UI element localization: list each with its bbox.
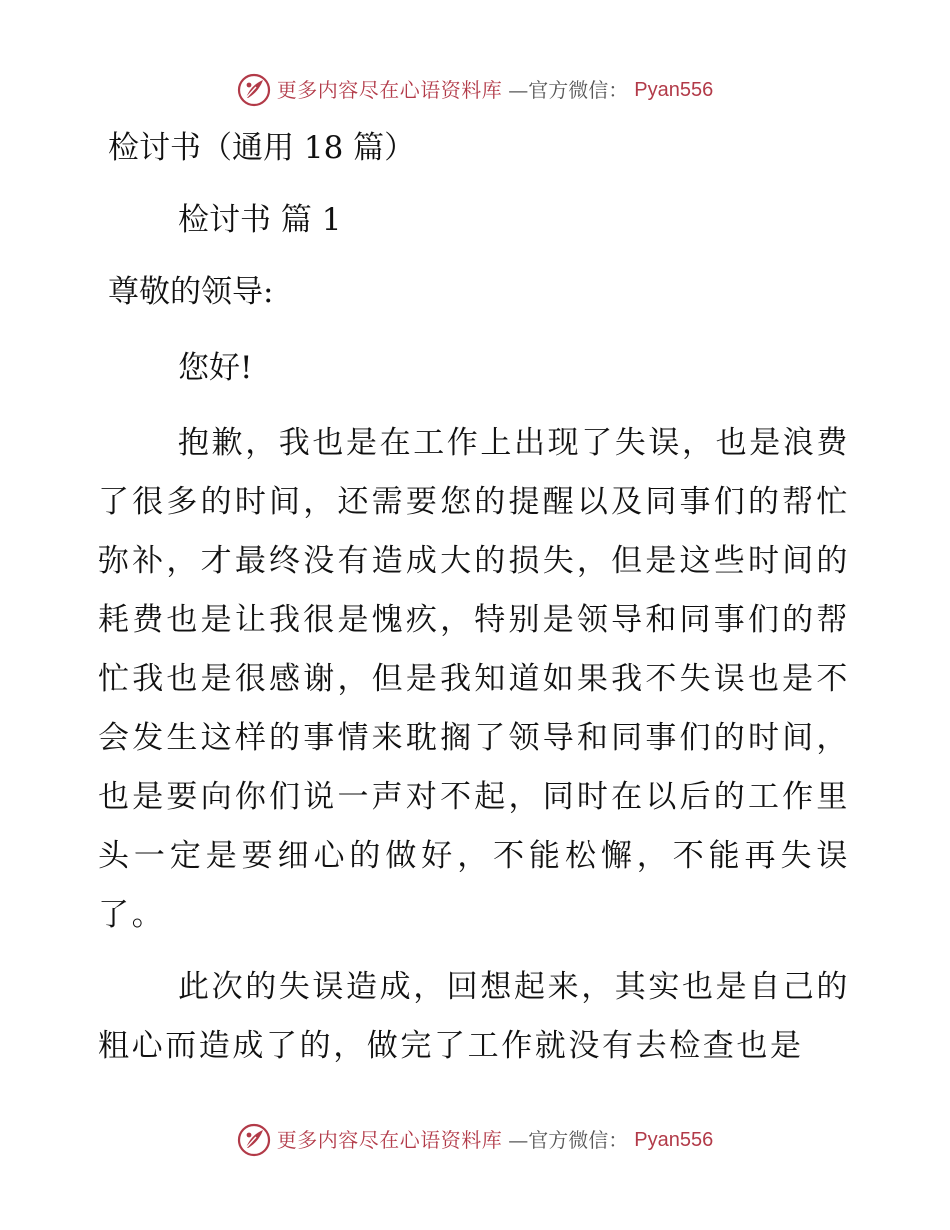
document-title: 检讨书（通用 18 篇） — [108, 130, 416, 166]
body-paragraph: 抱歉，我也是在工作上出现了失误，也是浪费了很多的时间，还需要您的提醒以及同事们的帮忙弥补，才最终没有造成大的损失，但是这些时间的耗费也是让我很是愧疚，特别是领导和同事们的帮忙我也是很感谢，但是我知道如果我不失误也是不会发生这样的事情来耽搁了领导和同事们的时间，也是要向你们说一声对不起，同时在以后的工作里头一定是要细心的做好，不能松懈，不能再失误了。 — [98, 425, 850, 933]
greeting: 您好! — [178, 350, 253, 386]
watermark-wechat-id: Pyan556 — [634, 79, 714, 101]
watermark-red-text: 更多内容尽在心语资料库 — [276, 78, 503, 102]
quill-pen-logo-icon — [237, 1123, 271, 1157]
footer-watermark — [0, 1120, 950, 1160]
quill-pen-logo-icon — [237, 73, 271, 107]
header-watermark — [0, 70, 950, 110]
watermark-grey-text: —官方微信： — [508, 1128, 629, 1152]
watermark-red-text: 更多内容尽在心语资料库 — [276, 1128, 503, 1152]
salutation: 尊敬的领导: — [108, 274, 274, 310]
body-paragraph: 此次的失误造成，回想起来，其实也是自己的粗心而造成了的，做完了工作就没有去检查也是 — [98, 969, 850, 1064]
document-subtitle: 检讨书 篇 1 — [178, 202, 342, 238]
watermark-grey-text: —官方微信： — [508, 78, 629, 102]
watermark-wechat-id: Pyan556 — [634, 1129, 714, 1151]
